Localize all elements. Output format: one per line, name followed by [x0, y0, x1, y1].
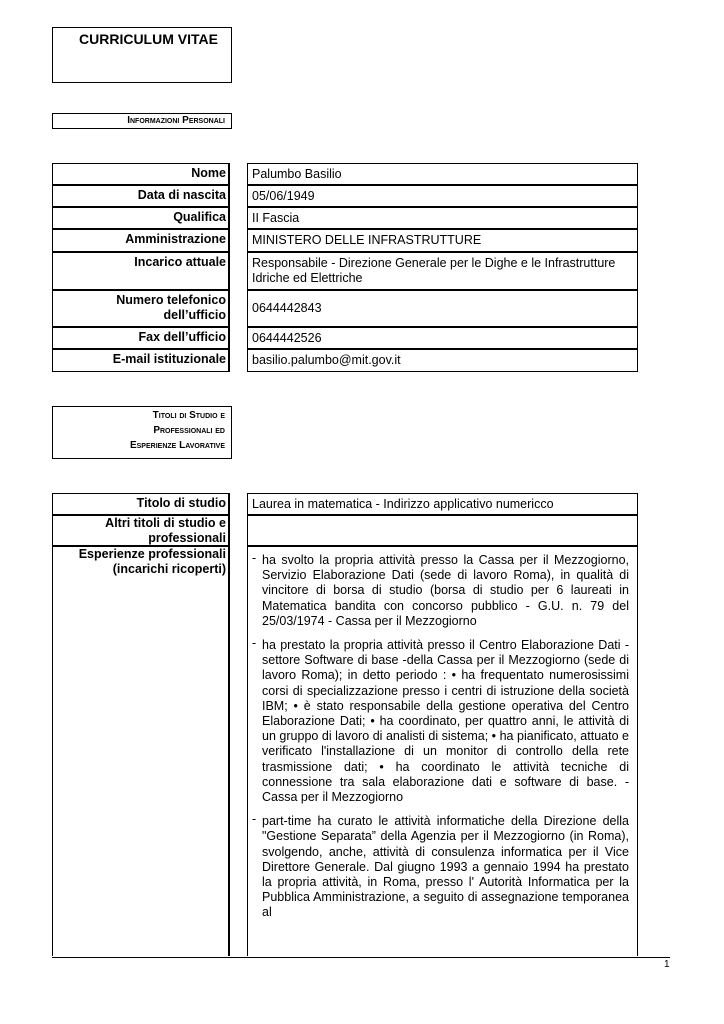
row-nome [52, 163, 638, 185]
row-fax [52, 327, 638, 349]
value-qualifica: II Fascia [247, 207, 638, 229]
row-telefono [52, 290, 638, 327]
section-studies-line-2: Professionali ed [153, 425, 225, 436]
label-altri-titoli: Altri titoli di studio e professionali [52, 515, 230, 546]
experience-text: ha prestato la propria attività presso il Centro Elaborazione Dati -settore Software di base -della Cassa per il Mezzogiorno (sede di lavoro Roma); in detto periodo : • ha frequentato numerosissimi corsi di specializzazione presso i centri di istruzione della società IBM; • è stato responsabile della gestione operativa del Centro Elaborazione Dati; • ha coordinato, per quattro anni, le attività di un gruppo di lavoro di analisti di sistema; • ha pianificato, attuato e verificato l'installazione di un monitor di controllo della rete trasmissione dati; • ha coordinato le attività tecniche di connessione tra sala elaborazione dati e software di base. - Cassa per il Mezzogiorno [262, 638, 629, 805]
list-item [252, 814, 629, 920]
section-studies-line-1: Titoli di Studio e [152, 410, 225, 421]
value-data-nascita: 05/06/1949 [247, 185, 638, 207]
row-email [52, 349, 638, 372]
label-titolo-studio: Titolo di studio [52, 493, 230, 515]
label-amministrazione: Amministrazione [52, 229, 230, 252]
value-telefono: 0644442843 [247, 290, 638, 327]
label-qualifica: Qualifica [52, 207, 230, 229]
label-esperienze: Esperienze professionali (incarichi ricoperti) [52, 546, 230, 956]
section-studies-experience [52, 406, 232, 459]
label-telefono: Numero telefonico dell’ufficio [52, 290, 230, 327]
label-fax: Fax dell’ufficio [52, 327, 230, 349]
label-nome: Nome [52, 163, 230, 185]
value-email: basilio.palumbo@mit.gov.it [247, 349, 638, 372]
row-amministrazione [52, 229, 638, 252]
dash-bullet: - [252, 636, 257, 651]
page-number: 1 [664, 959, 670, 970]
section-studies-line-3: Esperienze Lavorative [129, 440, 225, 451]
list-item [252, 553, 629, 629]
value-incarico-attuale: Responsabile - Direzione Generale per le Dighe e le Infrastrutture Idriche ed Elettriche [247, 252, 638, 290]
dash-bullet: - [252, 551, 257, 565]
experience-text: part-time ha curato le attività informatiche della Direzione della "Gestione Separata” della Agenzia per il Mezzogiorno (in Roma), svolgendo, anche, attività di consulenza informatica per il Vice Direttore Generale. Dal giugno 1993 a gennaio 1994 ha prestato la propria attività, in Roma, presso l' Autorità Informatica per la Pubblica Amministrazione, a seguito di assegnazione temporanea al [262, 814, 629, 920]
section-personal-info: Informazioni Personali [52, 113, 232, 129]
footer-rule [52, 957, 670, 958]
row-incarico-attuale [52, 252, 638, 290]
value-amministrazione: MINISTERO DELLE INFRASTRUTTURE [247, 229, 638, 252]
experiences-list [252, 553, 629, 921]
label-data-nascita: Data di nascita [52, 185, 230, 207]
value-nome: Palumbo Basilio [247, 163, 638, 185]
cv-title: CURRICULUM VITAE [79, 31, 218, 47]
row-data-nascita [52, 185, 638, 207]
row-esperienze [52, 546, 638, 956]
label-email: E-mail istituzionale [52, 349, 230, 372]
row-qualifica [52, 207, 638, 229]
value-altri-titoli [247, 515, 638, 546]
value-fax: 0644442526 [247, 327, 638, 349]
label-incarico-attuale: Incarico attuale [52, 252, 230, 290]
value-titolo-studio: Laurea in matematica - Indirizzo applicativo numericco [247, 493, 638, 515]
experiences-list-cell [247, 546, 638, 956]
list-item [252, 638, 629, 805]
row-altri-titoli [52, 515, 638, 546]
dash-bullet: - [252, 812, 257, 827]
row-titolo-studio [52, 493, 638, 515]
title-box [52, 27, 232, 83]
experience-text: ha svolto la propria attività presso la Cassa per il Mezzogiorno, Servizio Elaborazione Dati (sede di lavoro Roma), in qualità di vincitore di borsa di studio (borsa di studio per 6 laureati in Matematica bandita con concorso pubblico - G.U. n. 79 del 25/03/1974 - Cassa per il Mezzogiorno [262, 553, 629, 628]
